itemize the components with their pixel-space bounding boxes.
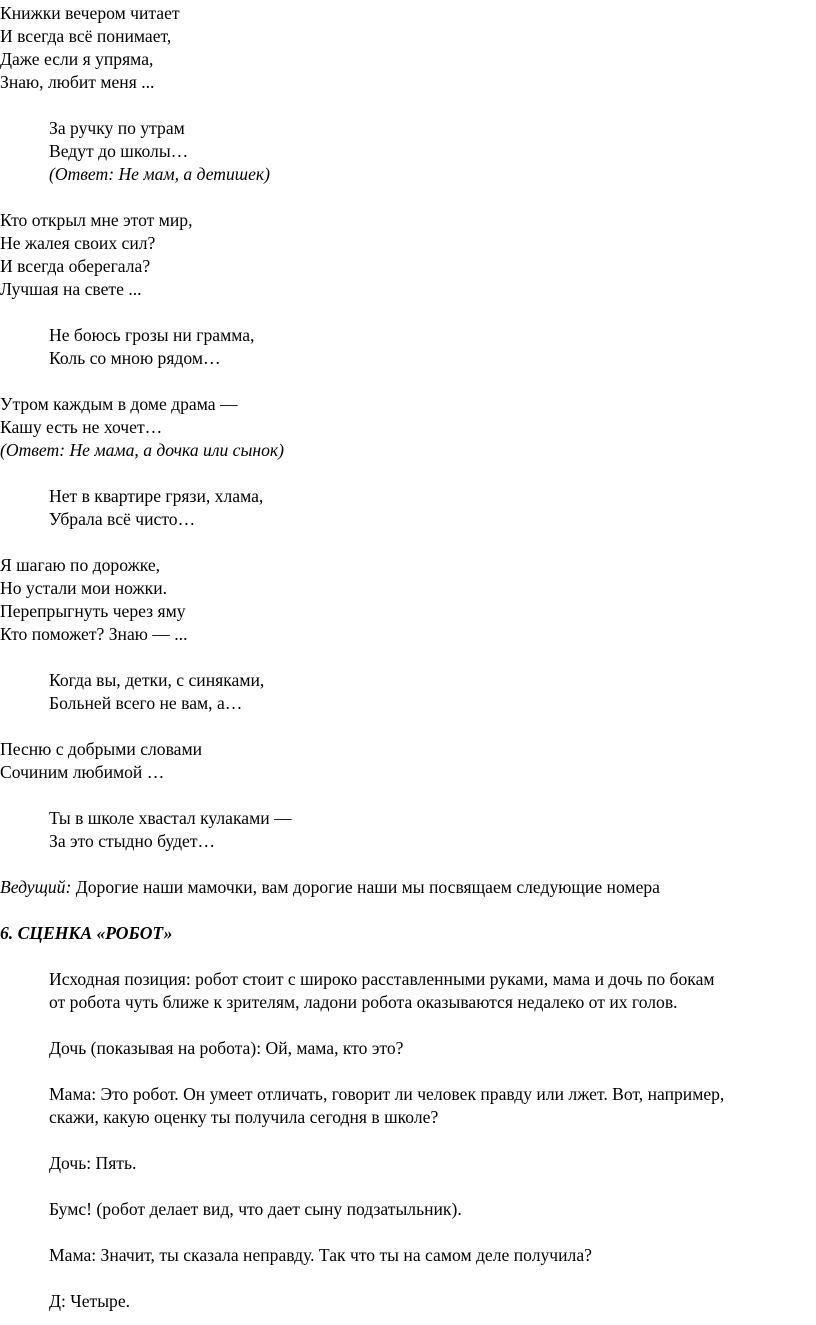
- scene-paragraph-line: Бумс! (робот делает вид, что дает сыну подзатыльник).: [49, 1199, 462, 1219]
- scene-paragraph-line: от робота чуть ближе к зрителям, ладони робота оказываются недалеко от их голов.: [49, 992, 678, 1012]
- poem-line: Утром каждым в доме драма —: [0, 394, 238, 414]
- scene-paragraph-line: Мама: Это робот. Он умеет отличать, говорит ли человек правду или лжет. Вот, например,: [49, 1084, 725, 1104]
- poem-line: Больней всего не вам, а…: [49, 693, 243, 713]
- poem-line: За ручку по утрам: [49, 118, 185, 138]
- poem-line: Лучшая на свете ...: [0, 279, 142, 299]
- poem-line: Я шагаю по дорожке,: [0, 555, 161, 575]
- scene-paragraph-line: Исходная позиция: робот стоит с широко расставленными руками, мама и дочь по бокам: [49, 969, 715, 989]
- scene-paragraph-line: Дочь: Пять.: [49, 1153, 137, 1173]
- scene-paragraph-line: скажи, какую оценку ты получила сегодня в школе?: [49, 1107, 439, 1127]
- poem-line: Даже если я упряма,: [0, 49, 154, 69]
- poem-line: Не боюсь грозы ни грамма,: [49, 325, 255, 345]
- poem-line: Но устали мои ножки.: [0, 578, 168, 598]
- poem-line: Когда вы, детки, с синяками,: [49, 670, 265, 690]
- poem-line: Нет в квартире грязи, хлама,: [49, 486, 264, 506]
- host-label: Ведущий:: [0, 877, 72, 897]
- scene-paragraph-line: Д: Четыре.: [49, 1291, 131, 1311]
- host-paragraph: [0, 876, 660, 899]
- answer-note: (Ответ: Не мама, а дочка или сынок): [0, 440, 285, 460]
- poem-line: Кто поможет? Знаю — ...: [0, 624, 188, 644]
- poem-line: Ведут до школы…: [49, 141, 189, 161]
- poem-line: Ты в школе хвастал кулаками —: [49, 808, 292, 828]
- poem-line: И всегда всё понимает,: [0, 26, 172, 46]
- poem-line: Убрала всё чисто…: [49, 509, 196, 529]
- poem-line: Не жалея своих сил?: [0, 233, 156, 253]
- poem-line: Сочиним любимой …: [0, 762, 165, 782]
- poem-line: Коль со мною рядом…: [49, 348, 221, 368]
- poem-line: Знаю, любит меня ...: [0, 72, 155, 92]
- answer-note: (Ответ: Не мам, а детишек): [49, 164, 270, 184]
- poem-line: Кашу есть не хочет…: [0, 417, 163, 437]
- poem-line: Перепрыгнуть через яму: [0, 601, 186, 621]
- poem-line: Кто открыл мне этот мир,: [0, 210, 193, 230]
- scene-title: 6. СЦЕНКА «РОБОТ»: [0, 923, 173, 943]
- host-text: Дорогие наши мамочки, вам дорогие наши мы посвящаем следующие номера: [71, 877, 660, 897]
- poem-line: Книжки вечером читает: [0, 3, 180, 23]
- scene-paragraph-line: Дочь (показывая на робота): Ой, мама, кто это?: [49, 1038, 404, 1058]
- poem-line: Песню с добрыми словами: [0, 739, 203, 759]
- poem-line: За это стыдно будет…: [49, 831, 216, 851]
- poem-line: И всегда оберегала?: [0, 256, 151, 276]
- scene-paragraph-line: Мама: Значит, ты сказала неправду. Так что ты на самом деле получила?: [49, 1245, 592, 1265]
